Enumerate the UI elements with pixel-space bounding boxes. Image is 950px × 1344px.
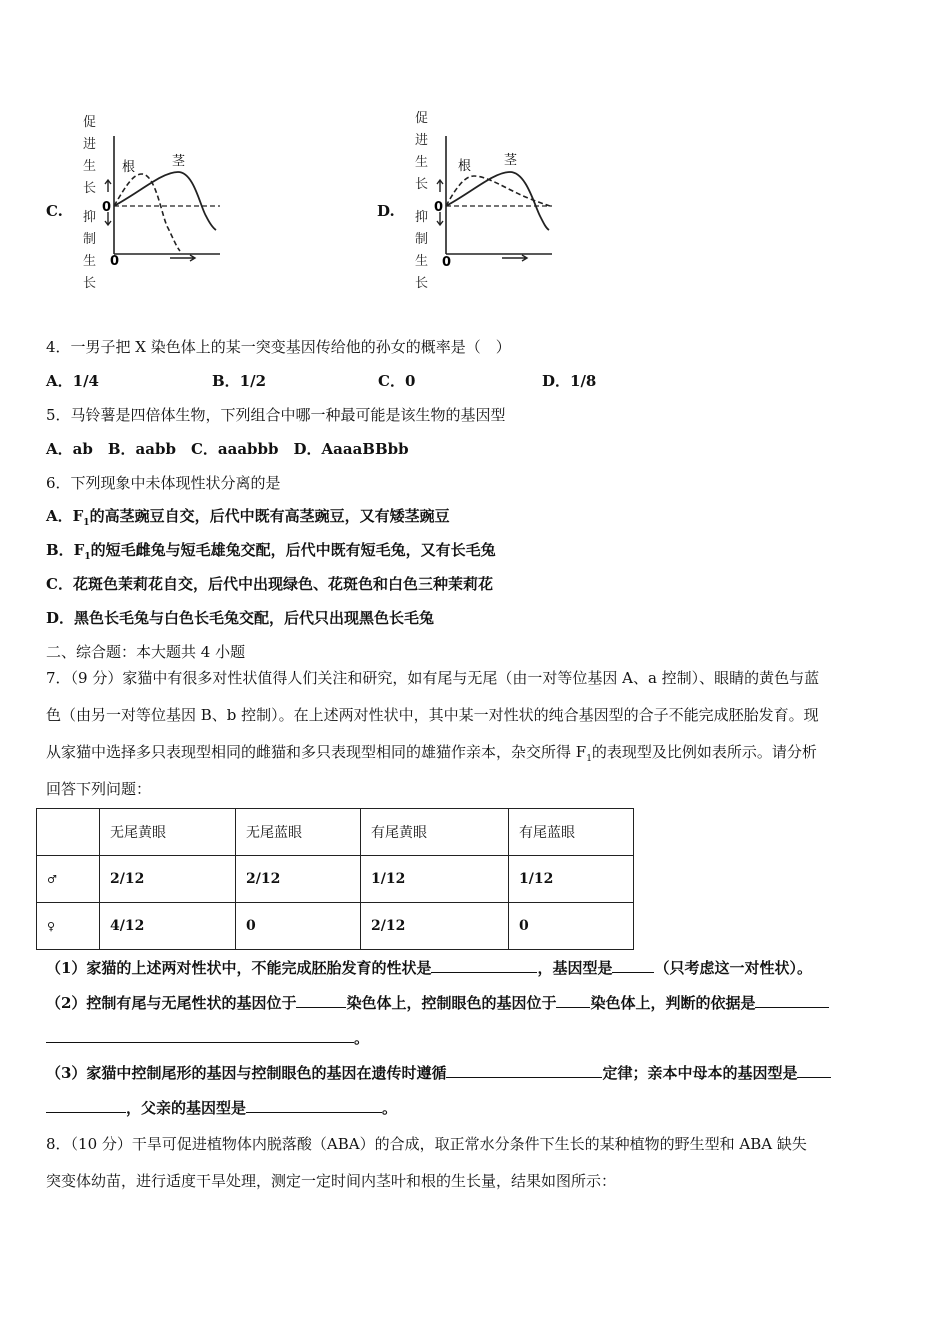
answer-blank	[296, 993, 346, 1008]
table-cell: 2/12	[100, 856, 236, 903]
table-cell: ♂	[37, 856, 100, 903]
up-arrow	[105, 180, 111, 192]
q7-line: 7．（9 分）家猫中有很多对性状值得人们关注和研究，如有尾与无尾（由一对等位基因 A、a 控制）、眼睛的黄色与蓝	[46, 669, 820, 687]
y-top-char: 生	[415, 155, 429, 170]
q7-part2: （2）控制有尾与无尾性状的基因位于 染色体上，控制眼色的基因位于 染色体上，判断的依据是	[46, 992, 829, 1013]
table-cell: 2/12	[236, 856, 361, 903]
origin-label: 0	[110, 254, 120, 269]
table-row	[37, 856, 634, 903]
table-cell: 有尾蓝眼	[509, 809, 634, 856]
y-bottom-char: 抑	[83, 210, 97, 225]
y-bottom-char: 生	[415, 254, 429, 269]
answer-blank	[446, 1063, 602, 1078]
answer-blank	[556, 993, 590, 1008]
answer-blank	[246, 1098, 382, 1113]
y-top-char: 生	[83, 159, 97, 174]
option-d-label: D.	[377, 202, 395, 220]
q7-part2-cont: 。	[46, 1027, 369, 1048]
q6-stem: 6．下列现象中未体现性状分离的是	[46, 474, 281, 492]
stem-curve	[446, 172, 549, 230]
table-cell: 1/12	[361, 856, 509, 903]
q8-line: 8．（10 分）干旱可促进植物体内脱落酸（ABA）的合成，取正常水分条件下生长的某种植物的野生型和 ABA 缺失	[46, 1135, 807, 1153]
y-bottom-char: 生	[83, 254, 97, 269]
y-top-char: 长	[415, 177, 429, 192]
y-bottom-char: 长	[415, 276, 429, 291]
results-table	[36, 808, 634, 950]
y-top-char: 促	[83, 115, 97, 130]
answer-blank	[612, 958, 654, 973]
x-arrow	[502, 255, 527, 261]
zero-label: 0	[102, 200, 112, 215]
answer-blank	[46, 1098, 126, 1113]
answer-blank	[797, 1063, 831, 1078]
table-header-row	[37, 809, 634, 856]
answer-blank	[431, 958, 537, 973]
table-cell: 0	[509, 903, 634, 950]
origin-label: 0	[442, 255, 452, 270]
q4-option-d: D．1/8	[542, 372, 597, 390]
table-cell	[37, 809, 100, 856]
y-top-char: 促	[415, 111, 429, 126]
y-bottom-char: 抑	[415, 210, 429, 225]
answer-blank	[755, 993, 829, 1008]
y-bottom-char: 长	[83, 276, 97, 291]
table-cell: 有尾黄眼	[361, 809, 509, 856]
table-cell: 无尾黄眼	[100, 809, 236, 856]
y-top-char: 长	[83, 181, 97, 196]
stem-label: 茎	[504, 153, 518, 168]
q6-option-a: A．$F_1$的高茎豌豆自交，后代中既有高茎豌豆，又有矮茎豌豆	[46, 507, 450, 528]
table-cell: 4/12	[100, 903, 236, 950]
option-c-label: C.	[46, 202, 63, 220]
answer-blank	[46, 1028, 354, 1043]
root-label: 根	[122, 160, 136, 175]
q4-option-c: C．0	[378, 372, 416, 390]
q7-part3: （3）家猫中控制尾形的基因与控制眼色的基因在遗传时遵循 定律；亲本中母本的基因型是	[46, 1062, 831, 1083]
q5-stem: 5．马铃薯是四倍体生物，下列组合中哪一种最可能是该生物的基因型	[46, 406, 506, 424]
q5-options: A．ab B．aabb C．aaabbb D．AaaaBBbb	[46, 440, 409, 458]
q7-line: 回答下列问题：	[46, 780, 152, 798]
q6-option-c: C．花斑色茉莉花自交，后代中出现绿色、花斑色和白色三种茉莉花	[46, 575, 493, 593]
section-heading: 二、综合题：本大题共 4 小题	[46, 643, 246, 661]
q7-part1: （1）家猫的上述两对性状中，不能完成胚胎发育的性状是 ，基因型是 （只考虑这一对性状）。	[46, 959, 812, 977]
q4-stem: 4．一男子把 X 染色体上的某一突变基因传给他的孙女的概率是（ ）	[46, 338, 511, 356]
stem-label: 茎	[172, 154, 186, 169]
y-top-char: 进	[83, 137, 97, 152]
y-top-char: 进	[415, 133, 429, 148]
q7-part3-cont: ，父亲的基因型是 。	[46, 1097, 397, 1118]
table-cell: 2/12	[361, 903, 509, 950]
root-label: 根	[458, 159, 472, 174]
table-cell: 无尾蓝眼	[236, 809, 361, 856]
q8-line: 突变体幼苗，进行适度干旱处理，测定一定时间内茎叶和根的生长量，结果如图所示：	[46, 1172, 617, 1190]
graph-d	[402, 104, 562, 294]
graph-c	[70, 108, 230, 293]
table-cell: ♀	[37, 903, 100, 950]
q7-line: 色（由另一对等位基因 B、b 控制）。在上述两对性状中，其中某一对性状的纯合基因型的合子不能完成胚胎发育。现	[46, 706, 819, 724]
y-bottom-char: 制	[83, 232, 97, 247]
x-arrow	[170, 255, 195, 261]
table-cell: 1/12	[509, 856, 634, 903]
q4-option-a: A．1/4	[46, 372, 99, 390]
q6-option-b: B．$F_1$的短毛雌兔与短毛雄兔交配，后代中既有短毛兔，又有长毛兔	[46, 541, 496, 562]
q7-line: 从家猫中选择多只表现型相同的雌猫和多只表现型相同的雄猫作亲本，杂交所得 $F_1$的表现型及比例如表所示。请分析	[46, 743, 817, 764]
y-bottom-char: 制	[415, 232, 429, 247]
q6-option-d: D．黑色长毛兔与白色长毛兔交配，后代只出现黑色长毛兔	[46, 609, 435, 627]
table-cell: 0	[236, 903, 361, 950]
table-row	[37, 903, 634, 950]
q4-option-b: B．1/2	[212, 372, 267, 390]
up-arrow	[437, 180, 443, 192]
zero-label: 0	[434, 200, 444, 215]
